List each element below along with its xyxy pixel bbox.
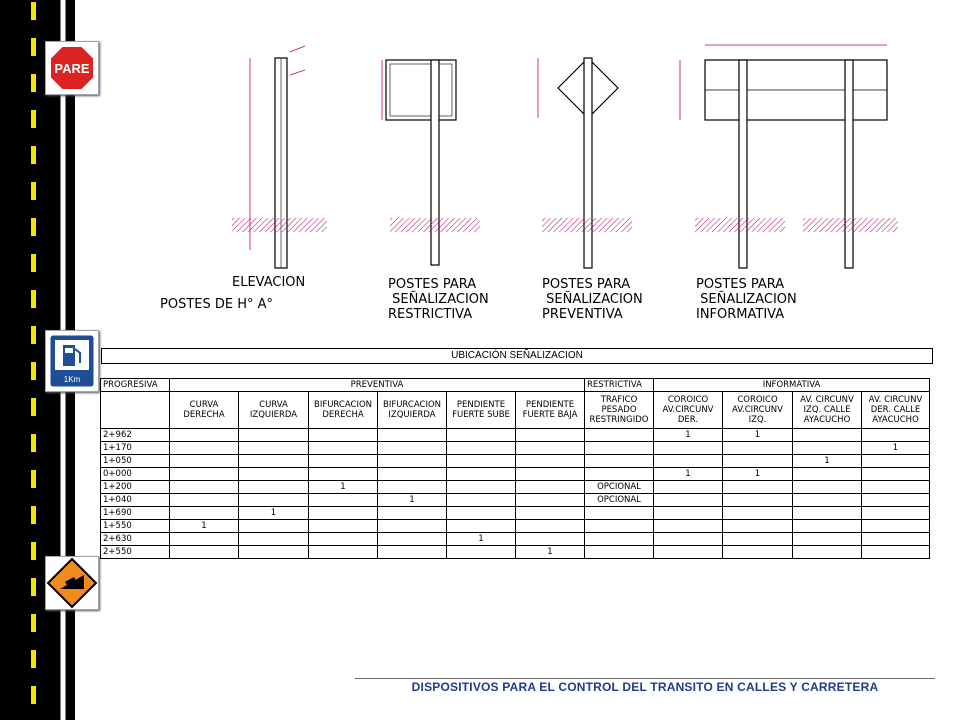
table-cell: 1 [862,442,930,455]
table-cell [793,546,862,559]
table-cell [378,455,447,468]
column-header-row [101,392,930,429]
footer-divider [355,678,935,679]
column-header: PENDIENTE FUERTE SUBE [447,392,516,429]
caption-elevacion: ELEVACION [232,275,306,290]
table-cell [793,442,862,455]
table-body [101,429,930,559]
table-cell [309,455,378,468]
table-cell [793,494,862,507]
table-cell [723,481,793,494]
progresiva-cell: 1+050 [101,455,170,468]
table-cell [378,546,447,559]
table-cell [723,533,793,546]
progresiva-cell: 1+170 [101,442,170,455]
table-cell [585,468,654,481]
caption-restrictiva: POSTES PARA SEÑALIZACION RESTRICTIVA [388,277,489,322]
table-cell [585,507,654,520]
table-cell [723,520,793,533]
table-cell [447,442,516,455]
table-cell: 1 [793,455,862,468]
table-row [101,429,930,442]
column-header-blank [101,392,170,429]
table-cell [170,507,239,520]
table-row [101,494,930,507]
column-header: CURVA IZQUIERDA [239,392,309,429]
table-cell: 1 [723,429,793,442]
table-cell: 1 [239,507,309,520]
table-cell [309,429,378,442]
table-cell [239,442,309,455]
table-cell [170,429,239,442]
column-header: BIFURCACION DERECHA [309,392,378,429]
table-cell [516,494,585,507]
column-header: AV. CIRCUNV IZQ. CALLE AYACUCHO [793,392,862,429]
footer-title: DISPOSITIVOS PARA EL CONTROL DEL TRANSITO EN CALLES Y CARRETERA [411,680,879,694]
table-cell [378,507,447,520]
table-cell [516,442,585,455]
table-row [101,533,930,546]
table-cell [862,546,930,559]
table-cell [862,533,930,546]
table-cell [447,494,516,507]
table-cell [309,442,378,455]
table-cell [516,468,585,481]
table-cell [654,507,723,520]
table-cell [793,468,862,481]
table-cell [447,507,516,520]
table-cell [170,546,239,559]
caption-preventiva: POSTES PARA SEÑALIZACION PREVENTIVA [542,277,643,322]
table-row [101,546,930,559]
table-cell [239,429,309,442]
table-cell [516,507,585,520]
table-cell: OPCIONAL [585,494,654,507]
column-header: COROICO AV.CIRCUNV IZQ. [723,392,793,429]
header-preventiva: PREVENTIVA [170,379,585,392]
column-header: PENDIENTE FUERTE BAJA [516,392,585,429]
table-cell [447,468,516,481]
caption-postes-ha: POSTES DE H° A° [160,297,274,312]
table-cell [170,481,239,494]
table-cell [378,442,447,455]
table-cell [862,429,930,442]
table-cell [239,468,309,481]
header-progresiva: PROGRESIVA [101,379,170,392]
progresiva-cell: 1+690 [101,507,170,520]
table-cell [239,455,309,468]
table-cell [862,481,930,494]
table-cell: 1 [723,468,793,481]
table-cell [723,442,793,455]
table-cell [309,546,378,559]
table-cell: 1 [378,494,447,507]
table-cell [309,494,378,507]
table-cell [447,455,516,468]
table-cell [793,533,862,546]
table-cell [516,455,585,468]
stop-sign-icon [45,41,99,95]
stop-sign-text: PARE [54,61,90,76]
table-cell [239,481,309,494]
table-cell [585,455,654,468]
fuel-station-sign-icon [45,330,99,392]
table-row [101,442,930,455]
fuel-sign-distance: 1Km [63,375,81,384]
column-header: AV. CIRCUNV DER. CALLE AYACUCHO [862,392,930,429]
table-cell [862,468,930,481]
table-cell [239,533,309,546]
table-row [101,468,930,481]
table-cell: 1 [170,520,239,533]
table-cell [793,429,862,442]
table-cell [862,507,930,520]
table-cell [516,520,585,533]
table-cell [378,429,447,442]
table-cell [239,494,309,507]
table-cell [585,520,654,533]
table-cell [585,533,654,546]
table-cell [654,533,723,546]
table-cell [516,429,585,442]
column-header: TRAFICO PESADO RESTRINGIDO [585,392,654,429]
informative-post [680,45,898,268]
table-cell [654,494,723,507]
table-cell [447,429,516,442]
table-cell [654,520,723,533]
table-cell [378,533,447,546]
table-cell [447,520,516,533]
table-cell [793,481,862,494]
header-informativa: INFORMATIVA [654,379,930,392]
table-cell [170,533,239,546]
column-header: CURVA DERECHA [170,392,239,429]
progresiva-cell: 1+550 [101,520,170,533]
header-restrictiva: RESTRICTIVA [585,379,654,392]
table-cell: 1 [309,481,378,494]
table-cell [793,507,862,520]
restrictive-post [382,60,480,265]
table-cell [793,520,862,533]
table-cell [723,507,793,520]
table-cell [723,494,793,507]
progresiva-cell: 0+000 [101,468,170,481]
group-header-row [101,379,930,392]
table-cell [309,533,378,546]
table-row [101,520,930,533]
table-cell [723,455,793,468]
table-cell [585,546,654,559]
table-cell [516,533,585,546]
table-cell [378,468,447,481]
progresiva-cell: 1+200 [101,481,170,494]
table-cell [862,455,930,468]
table-cell [723,546,793,559]
table-cell: 1 [516,546,585,559]
table-cell [309,507,378,520]
table-cell [378,481,447,494]
table-cell [585,442,654,455]
progresiva-cell: 2+962 [101,429,170,442]
table-cell [654,455,723,468]
table-row [101,507,930,520]
table-title: UBICACIÓN SEÑALIZACION [101,348,933,364]
table-cell [516,481,585,494]
table-cell [447,481,516,494]
table-cell [378,520,447,533]
table-row [101,455,930,468]
table-cell: OPCIONAL [585,481,654,494]
table-cell [170,442,239,455]
progresiva-cell: 2+550 [101,546,170,559]
table-cell [654,546,723,559]
table-row [101,481,930,494]
elevation-post [232,46,327,268]
column-header: BIFURCACION IZQUIERDA [378,392,447,429]
table-cell [654,442,723,455]
table-cell [585,429,654,442]
column-header: COROICO AV.CIRCUNV DER. [654,392,723,429]
table-cell [862,494,930,507]
table-cell: 1 [654,468,723,481]
table-cell [309,468,378,481]
table-cell [170,494,239,507]
table-cell [170,468,239,481]
steep-grade-warning-sign-icon [45,556,99,610]
table-cell [170,455,239,468]
table-cell [654,481,723,494]
caption-informativa: POSTES PARA SEÑALIZACION INFORMATIVA [696,277,797,322]
table-cell: 1 [447,533,516,546]
table-cell [239,546,309,559]
table-cell [447,546,516,559]
table-cell [239,520,309,533]
preventive-post [538,58,632,268]
table-cell [309,520,378,533]
table-cell [862,520,930,533]
progresiva-cell: 1+040 [101,494,170,507]
progresiva-cell: 2+630 [101,533,170,546]
signage-location-table [100,378,930,559]
table-cell: 1 [654,429,723,442]
